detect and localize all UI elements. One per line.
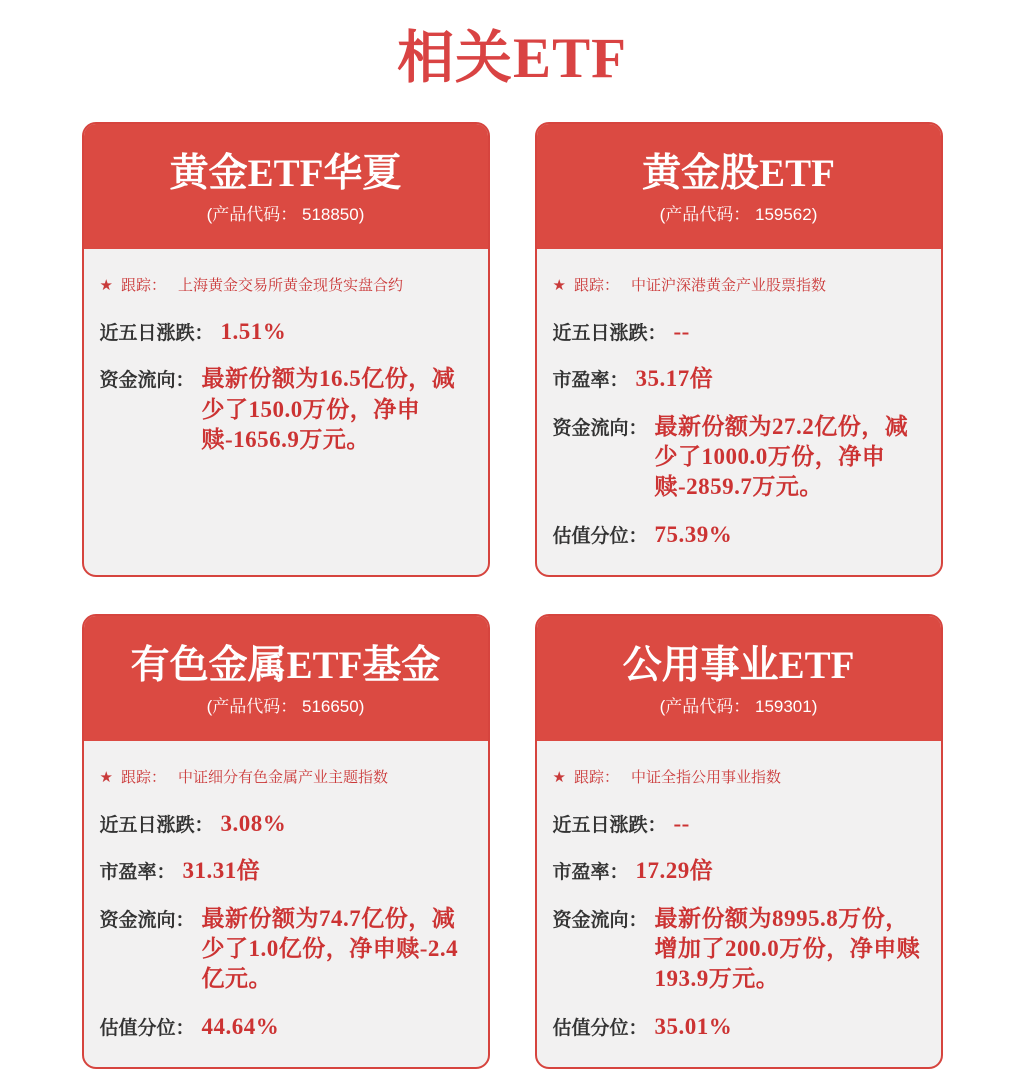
change5d-label: 近五日涨跌： <box>99 323 214 344</box>
valuation-label: 估值分位： <box>552 1017 648 1039</box>
etf-card-nonferrous-metal-etf <box>82 614 490 1069</box>
flow-label: 资金流向： <box>99 909 195 931</box>
flow-field <box>100 364 476 455</box>
card-header <box>537 616 941 741</box>
change5d-value: 1.51% <box>220 319 287 344</box>
star-icon: ★ <box>552 277 566 294</box>
flow-field <box>553 412 929 503</box>
track-row <box>553 766 929 787</box>
etf-name: 有色金属ETF基金 <box>130 644 441 687</box>
flow-field <box>553 904 929 995</box>
track-row <box>553 274 929 295</box>
track-index-name: 中证沪深港黄金产业股票指数 <box>630 277 826 294</box>
etf-name: 公用事业ETF <box>622 644 855 687</box>
flow-label: 资金流向： <box>552 909 648 931</box>
change5d-value: 3.08% <box>220 811 287 836</box>
etf-card-gold-stock-etf <box>535 122 943 577</box>
valuation-value: 75.39% <box>654 521 733 547</box>
change5d-value: -- <box>673 319 690 344</box>
flow-label: 资金流向： <box>552 417 648 439</box>
pe-label: 市盈率： <box>552 862 629 884</box>
change5d-field <box>100 317 476 347</box>
valuation-label: 估值分位： <box>99 1017 195 1039</box>
track-label: 跟踪： <box>573 769 619 786</box>
flow-label: 资金流向： <box>99 370 195 392</box>
track-index-name: 中证全指公用事业指数 <box>630 769 781 786</box>
change5d-field <box>553 317 929 347</box>
flow-field <box>100 904 476 995</box>
pe-label: 市盈率： <box>99 862 176 884</box>
change5d-field <box>553 809 929 839</box>
etf-card-public-utility-etf <box>535 614 943 1069</box>
change5d-label: 近五日涨跌： <box>552 815 667 836</box>
card-body <box>537 249 941 550</box>
track-label: 跟踪： <box>120 769 166 786</box>
flow-value: 最新份额为8995.8万份，增加了200.0万份，净申赎193.9万元。 <box>654 905 921 992</box>
change5d-value: -- <box>673 811 690 836</box>
flow-value: 最新份额为27.2亿份，减少了1000.0万份，净申赎-2859.7万元。 <box>654 413 909 500</box>
track-index-name: 中证细分有色金属产业主题指数 <box>177 769 388 786</box>
pe-label: 市盈率： <box>552 370 629 392</box>
pe-value: 31.31倍 <box>182 858 261 884</box>
valuation-field <box>100 1012 476 1042</box>
etf-card-gold-etf-huaxia <box>82 122 490 577</box>
star-icon: ★ <box>99 277 113 294</box>
star-icon: ★ <box>552 769 566 786</box>
change5d-label: 近五日涨跌： <box>552 323 667 344</box>
valuation-value: 44.64% <box>201 1013 280 1039</box>
etf-name: 黄金股ETF <box>642 152 835 195</box>
pe-field <box>553 364 929 394</box>
card-header <box>537 124 941 249</box>
etf-product-code: (产品代码： 159562) <box>659 205 818 224</box>
change5d-label: 近五日涨跌： <box>99 815 214 836</box>
track-label: 跟踪： <box>573 277 619 294</box>
valuation-value: 35.01% <box>654 1013 733 1039</box>
track-label: 跟踪： <box>120 277 166 294</box>
valuation-label: 估值分位： <box>552 525 648 547</box>
pe-value: 17.29倍 <box>635 858 714 884</box>
flow-value: 最新份额为74.7亿份，减少了1.0亿份，净申赎-2.4亿元。 <box>201 905 459 992</box>
pe-field <box>553 856 929 886</box>
card-body <box>84 741 488 1042</box>
card-header <box>84 124 488 249</box>
card-header <box>84 616 488 741</box>
etf-product-code: (产品代码： 518850) <box>206 205 365 224</box>
valuation-field <box>553 1012 929 1042</box>
change5d-field <box>100 809 476 839</box>
flow-value: 最新份额为16.5亿份，减少了150.0万份，净申赎-1656.9万元。 <box>201 366 456 453</box>
etf-card-grid <box>82 122 943 1069</box>
track-row <box>100 766 476 787</box>
valuation-field <box>553 520 929 550</box>
track-index-name: 上海黄金交易所黄金现货实盘合约 <box>177 277 403 294</box>
card-body <box>537 741 941 1042</box>
pe-value: 35.17倍 <box>635 366 714 392</box>
track-row <box>100 274 476 295</box>
etf-name: 黄金ETF华夏 <box>169 152 402 195</box>
etf-product-code: (产品代码： 159301) <box>659 697 818 716</box>
pe-field <box>100 856 476 886</box>
star-icon: ★ <box>99 769 113 786</box>
card-body <box>84 249 488 455</box>
page-title: 相关ETF <box>397 27 627 90</box>
etf-product-code: (产品代码： 516650) <box>206 697 365 716</box>
